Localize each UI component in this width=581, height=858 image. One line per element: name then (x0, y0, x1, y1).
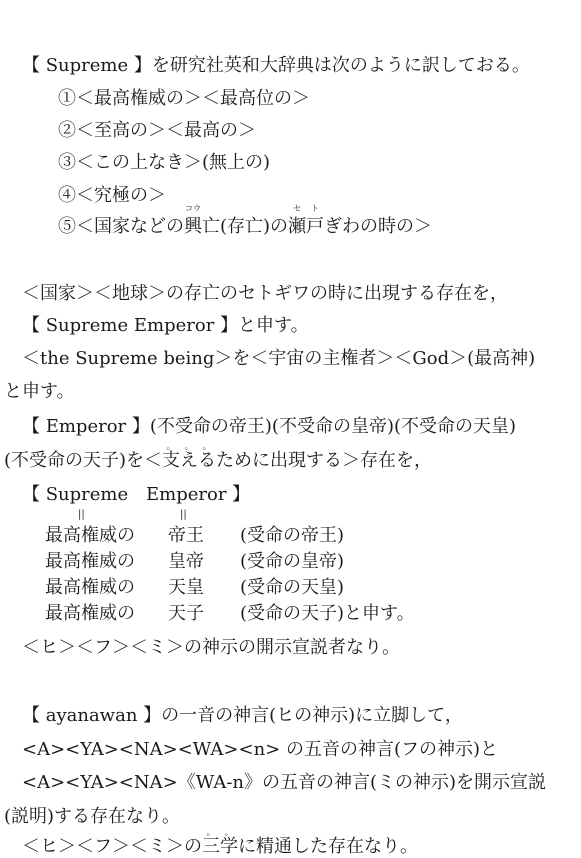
se-ruby-char (288, 204, 307, 238)
item-5-prefix: ⑤＜国家などの (58, 216, 184, 237)
emphasis-dot: 。 (206, 828, 216, 838)
table-cell: 最高権威の (45, 551, 135, 572)
item-5-suffix: ぎわの時の＞ (324, 216, 433, 237)
emphasis-dot: 。 (184, 442, 194, 452)
paragraph-line: と申す。 (4, 381, 75, 402)
emphasis-base: る (198, 450, 217, 471)
emphasis-char (162, 442, 181, 472)
emphasis-char (202, 828, 220, 858)
paragraph-line: ＜国家＞＜地球＞の存亡のセトギワの時に出現する存在を， (22, 283, 508, 304)
p6-pre: (不受命の天子)を＜ (4, 450, 163, 471)
paragraph-line (22, 828, 418, 858)
emphasis-base: え (180, 450, 199, 471)
paragraph-line: ＜ヒ＞＜フ＞＜ミ＞の神示の開示宣説者なり。 (22, 637, 400, 658)
kou-ruby: コウ (185, 204, 201, 213)
to-ruby-char (306, 204, 325, 238)
item-3: ③＜この上なき＞(無上の) (58, 152, 271, 173)
emphasis-dot: 。 (202, 442, 212, 452)
paragraph-line (4, 442, 433, 472)
emphasis-base: 三 (202, 836, 220, 857)
paragraph-line: 【 ayanawan 】の一音の神言(ヒの神示)に立脚して， (22, 705, 463, 726)
emphasis-dot: 。 (166, 442, 176, 452)
p6-post: ために出現する＞存在を， (216, 450, 433, 471)
table-cell: 最高権威の (45, 603, 135, 624)
paragraph-line: <A><YA><NA><WA><n> の五音の神言(フの神示)と (22, 739, 499, 760)
item-4: ④＜究極の＞ (58, 185, 166, 206)
p12-pre: ＜ヒ＞＜フ＞＜ミ＞の (22, 836, 202, 857)
table-cell: 天皇 (168, 577, 204, 598)
equals-mark: || (78, 509, 85, 520)
emphasis-base: 支 (162, 450, 181, 471)
item-5-mid: 亡(存亡)の (202, 216, 289, 237)
paragraph-line: ＜the Supreme being＞を＜宇宙の主権者＞＜God＞(最高神) (22, 348, 536, 369)
intro-line: 【 Supreme 】を研究社英和大辞典は次のように訳しておる。 (22, 55, 530, 76)
table-cell: 皇帝 (168, 551, 204, 572)
table-cell: (受命の天子)と申す。 (240, 603, 415, 624)
item-2: ②＜至高の＞＜最高の＞ (58, 120, 256, 141)
table-header: 【 Supreme (22, 484, 129, 505)
item-5 (58, 204, 433, 238)
se-char: 瀬 (288, 216, 307, 237)
paragraph-line: <A><YA><NA>《WA-n》の五音の神言(ミの神示)を開示宣説 (22, 772, 547, 793)
table-cell: (受命の皇帝) (240, 551, 345, 572)
kou-ruby-char (184, 204, 202, 238)
paragraph-line: 【 Supreme Emperor 】と申す。 (22, 315, 309, 336)
table-cell: (受命の天皇) (240, 577, 345, 598)
table-cell: 天子 (168, 603, 204, 624)
emphasis-char (220, 828, 238, 858)
table-cell: (受命の帝王) (240, 525, 345, 546)
p12-post: に精通した存在なり。 (238, 836, 418, 857)
item-1: ①＜最高権威の＞＜最高位の＞ (58, 88, 310, 109)
table-cell: 最高権威の (45, 577, 135, 598)
table-header-emperor: Emperor 】 (146, 484, 251, 505)
emphasis-char (198, 442, 217, 472)
kou-char: 興 (184, 216, 202, 237)
equals-mark: || (180, 509, 187, 520)
emphasis-dot: 。 (224, 828, 234, 838)
table-cell: 帝王 (168, 525, 204, 546)
emphasis-base: 学 (220, 836, 238, 857)
table-cell: 最高権威の (45, 525, 135, 546)
emphasis-char (180, 442, 199, 472)
se-ruby: セ (293, 204, 302, 213)
to-char: 戸 (306, 216, 325, 237)
paragraph-line: 【 Emperor 】(不受命の帝王)(不受命の皇帝)(不受命の天皇) (22, 416, 517, 437)
paragraph-line: (説明)する存在なり。 (4, 806, 181, 827)
to-ruby: ト (311, 204, 320, 213)
